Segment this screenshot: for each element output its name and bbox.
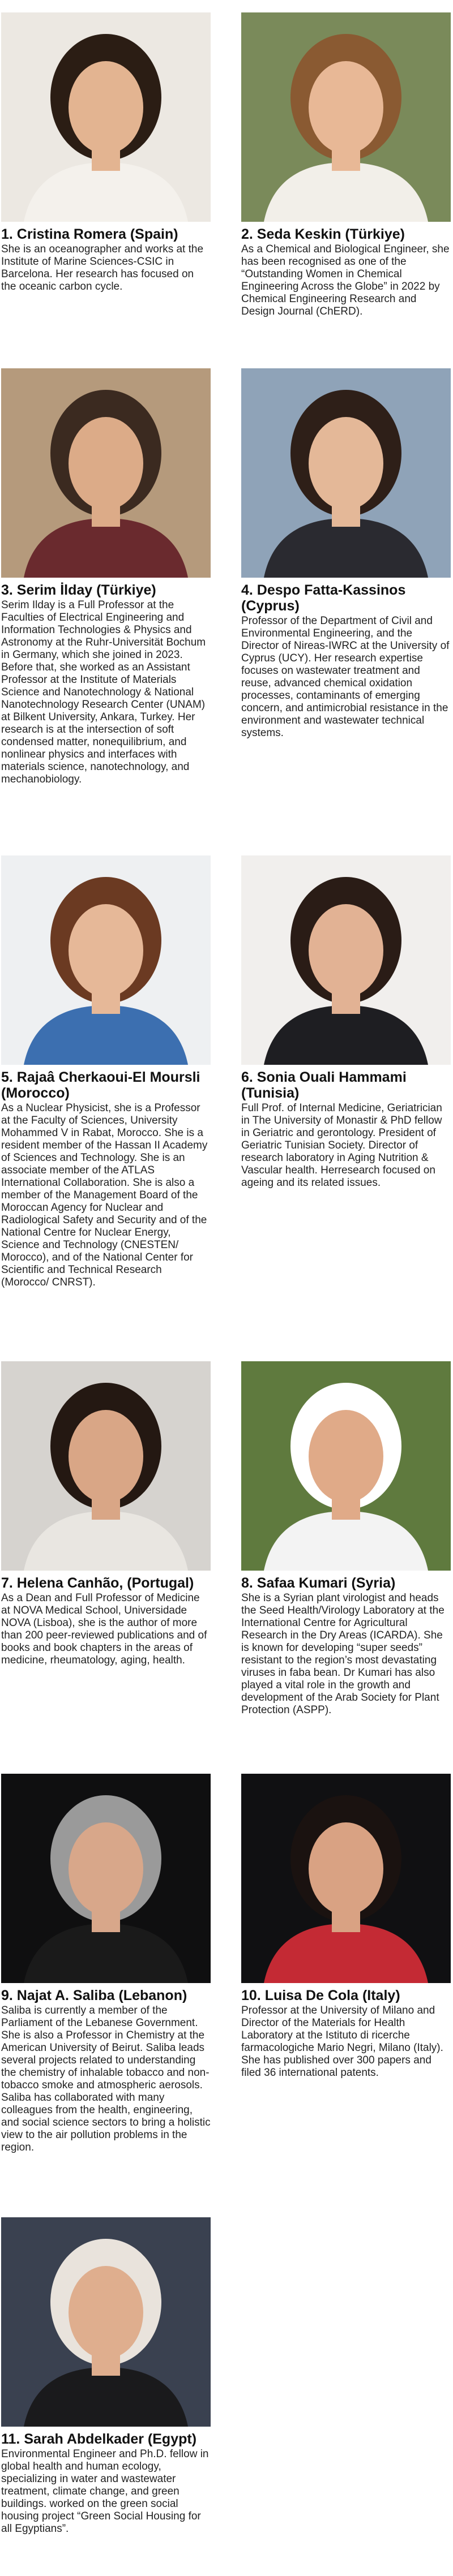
portrait-photo	[1, 2217, 211, 2427]
profile-bio: As a Dean and Full Professor of Medicine at NOVA Medical School, Universidade NOVA (Lisboa), she is the author of more than 200 peer-reviewed publications and of books and book chapters in the areas of medicine, rheumatology, aging, health.	[1, 1592, 207, 1666]
portrait-illustration	[1, 368, 211, 578]
portrait-illustration	[1, 2217, 211, 2427]
profile-card-5	[1, 855, 211, 1289]
profile-card-4	[241, 368, 451, 739]
face-shape	[69, 2266, 143, 2359]
profile-card-11	[1, 2217, 211, 2535]
profile-bio: She is a Syrian plant virologist and heads the Seed Health/Virology Laboratory at the International Centre for Agricultural Research in the Dry Areas (ICARDA). She is known for developing “super seeds” resistant to the region’s most devastating viruses in faba bean. Dr Kumari has also played a vital role in the growth and development of the Arab Society for Plant Protection (ASPP).	[241, 1592, 445, 1716]
portrait-photo	[241, 368, 451, 578]
profile-name: 11. Sarah Abdelkader (Egypt)	[1, 2431, 197, 2447]
portrait-illustration	[1, 1774, 211, 1983]
profile-bio: Serim Ilday is a Full Professor at the Faculties of Electrical Engineering and Information Technologies & Physics and Astronomy at the Ruhr-Universität Bochum in Germany, which she joined in 2023. Before that, she worked as an Assistant Professor at the Institute of Materials Science and Nanotechnology & National Nanotechnology Research Center (UNAM) at Bilkent University, Ankara, Turkey. Her research is at the intersection of soft condensed matter, nonequilibrium, and nonlinear physics and interfaces with materials science, nanotechnology, and mechanobiology.	[1, 599, 206, 785]
face-shape	[309, 417, 383, 510]
profile-name: 7. Helena Canhão, (Portugal)	[1, 1575, 194, 1591]
profile-name: 6. Sonia Ouali Hammami (Tunisia)	[241, 1069, 407, 1101]
portrait-photo	[1, 1774, 211, 1983]
portrait-photo	[241, 12, 451, 222]
portrait-photo	[1, 1361, 211, 1571]
face-shape	[309, 61, 383, 154]
face-shape	[69, 1822, 143, 1915]
face-shape	[309, 904, 383, 997]
portrait-illustration	[1, 1361, 211, 1571]
profile-name: 1. Cristina Romera (Spain)	[1, 226, 178, 242]
portrait-illustration	[241, 12, 451, 222]
face-shape	[69, 904, 143, 997]
profile-card-1	[1, 12, 211, 293]
profile-card-8	[241, 1361, 451, 1717]
profile-bio: Environmental Engineer and Ph.D. fellow in global health and human ecology, specializing in water and wastewater treatment, climate change, and green buildings. worked on the green social housing project “Green Social Housing for all Egyptians”.	[1, 2448, 209, 2535]
profile-card-3	[1, 368, 211, 786]
portrait-photo	[1, 855, 211, 1065]
portrait-photo	[241, 1361, 451, 1571]
profile-name: 5. Rajaâ Cherkaoui-El Moursli (Morocco)	[1, 1069, 200, 1101]
profile-bio: Professor at the University of Milano and Director of the Materials for Health Laboratory at the Istituto di ricerche farmacologiche Mario Negri, Milano (Italy). She has published over 300 papers and filed 36 international patents.	[241, 2005, 443, 2079]
face-shape	[69, 417, 143, 510]
portrait-illustration	[241, 368, 451, 578]
face-shape	[69, 1410, 143, 1503]
face-shape	[69, 61, 143, 154]
profile-bio: As a Nuclear Physicist, she is a Professor at the Faculty of Sciences, University Mohammed V in Rabat, Morocco. She is a resident member of the Hassan II Academy of Sciences and Technology. She is an associate member of the ATLAS International Collaboration. She is also a member of the Management Board of the Moroccan Agency for Nuclear and Radiological Safety and Security and of the National Centre for Nuclear Energy, Science and Technology (CNESTEN/ Morocco), and of the National Center for Scientific and Technical Research (Morocco/ CNRST).	[1, 1102, 208, 1288]
profile-bio: As a Chemical and Biological Engineer, she has been recognised as one of the “Outstanding Women in Chemical Engineering Across the Globe” in 2022 by Chemical Engineering Research and Design Journal (ChERD).	[241, 243, 450, 317]
profile-card-9	[1, 1774, 211, 2154]
portrait-illustration	[241, 1774, 451, 1983]
portrait-photo	[1, 368, 211, 578]
profile-bio: Professor of the Department of Civil and Environmental Engineering, and the Director of Nireas-IWRC at the University of Cyprus (UCY). Her research expertise focuses on wastewater treatment and reuse, advanced chemical oxidation processes, contaminants of emerging concern, and antimicrobial resistance in the environment and wastewater technical systems.	[241, 615, 450, 739]
face-shape	[309, 1410, 383, 1503]
profile-name: 3. Serim İlday (Türkiye)	[1, 582, 156, 598]
profile-name: 4. Despo Fatta-Kassinos (Cyprus)	[241, 582, 406, 614]
profile-card-6	[241, 855, 451, 1189]
profile-name: 10. Luisa De Cola (Italy)	[241, 1988, 400, 2003]
profile-bio: Full Prof. of Internal Medicine, Geriatrician in The University of Monastir & PhD fellow in Geriatric and gerontology. President of Geriatric Tunisian Society. Director of research laboratory in Aging Nutrition & Vascular health. Herresearch focused on ageing and its related issues.	[241, 1102, 442, 1189]
profile-name: 9. Najat A. Saliba (Lebanon)	[1, 1988, 187, 2003]
portrait-illustration	[1, 855, 211, 1065]
portrait-photo	[1, 12, 211, 222]
profile-name: 2. Seda Keskin (Türkiye)	[241, 226, 405, 242]
profile-card-2	[241, 12, 451, 318]
profile-bio: She is an oceanographer and works at the Institute of Marine Sciences-CSIC in Barcelona. Her research has focused on the oceanic carbon cycle.	[1, 243, 204, 293]
profile-name: 8. Safaa Kumari (Syria)	[241, 1575, 396, 1591]
portrait-illustration	[1, 12, 211, 222]
portrait-photo	[241, 855, 451, 1065]
face-shape	[309, 1822, 383, 1915]
portrait-illustration	[241, 1361, 451, 1571]
profile-card-7	[1, 1361, 211, 1667]
profile-bio: Saliba is currently a member of the Parliament of the Lebanese Government. She is also a Professor in Chemistry at the American University of Beirut. Saliba leads several projects related to understanding the chemistry of inhalable tobacco and non-tobacco smoke and atmospheric aerosols. Saliba has collaborated with many colleagues from the health, engineering, and social science sectors to bring a holistic view to the air pollution problems in the region.	[1, 2005, 211, 2153]
portrait-illustration	[241, 855, 451, 1065]
portrait-photo	[241, 1774, 451, 1983]
profile-card-10	[241, 1774, 451, 2079]
